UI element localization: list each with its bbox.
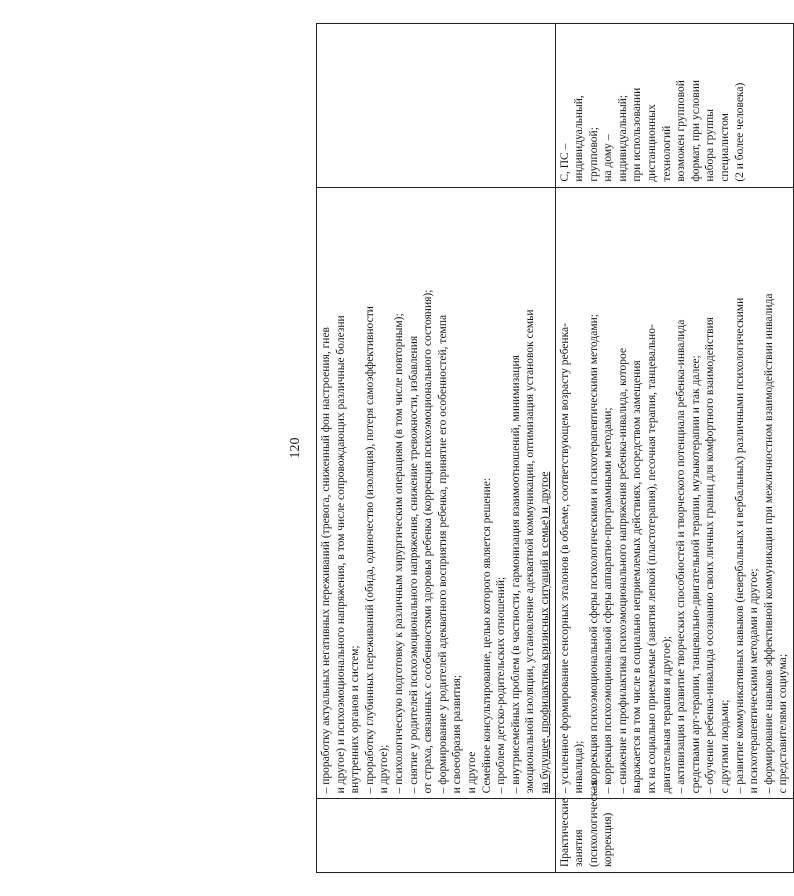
list-item: от страха, связанных с особенностями здоровья ребенка (коррекция психоэмоционального состояния); bbox=[422, 289, 435, 794]
row1-col-b bbox=[317, 187, 556, 799]
list-item: – проработку глубинных переживаний (обида, одиночество (изоляция), потеря самоэффективности bbox=[363, 306, 376, 794]
table-row bbox=[317, 24, 556, 873]
list-item: – развитие коммуникативных навыков (невербальных и вербальных) различными психологическими bbox=[733, 297, 746, 794]
list-item: – коррекция психоэмоциональной сферы аппаратно-программными методами; bbox=[602, 407, 615, 794]
list-item: – коррекция психоэмоциональной сферы психологическими и психотерапевтическими методами; bbox=[587, 313, 600, 794]
list-item: средствами арт-терапии, танцевально-двигательной терапии, музыкотерапии и так далее; bbox=[689, 355, 702, 794]
list-item: и психотерапевтическими методами и другое; bbox=[748, 568, 761, 794]
format-line: дистанционных bbox=[646, 104, 659, 182]
list-item: – активизация и развитие творческих способностей и творческого потенциала ребенка-инвалида bbox=[675, 319, 688, 794]
list-item: – психологическую подготовку к различным хирургическим операциям (в том числе повторным); bbox=[392, 313, 405, 794]
list-item: и своеобразия развития; bbox=[451, 674, 464, 794]
format-line: С, ПС – bbox=[558, 143, 571, 182]
format-line: набора группы bbox=[704, 108, 717, 182]
list-item: – проблем детско-родительских отношений; bbox=[495, 576, 508, 794]
list-item: – формирование у родителей адекватного восприятия ребенка, принятие его особенностей, темпа bbox=[436, 314, 449, 794]
list-item: внутренних органов и систем; bbox=[349, 645, 362, 794]
list-item: – формирование навыков эффективной коммуникации при межличностном взаимодействии инвалида bbox=[762, 293, 775, 794]
list-item: с представителями социума; bbox=[777, 653, 790, 794]
rotated-page bbox=[40, 23, 790, 873]
format-line: групповой; bbox=[587, 127, 600, 182]
list-item: Семейное консультирование, целью которого является решение: bbox=[480, 477, 493, 794]
list-item: их на социально приемлемые (занятия лепкой (пластотерапия), песочная терапия, танцевально- bbox=[646, 324, 659, 794]
list-item: эмоциональной изоляции, установление адекватной коммуникации, оптимизация установок семьи bbox=[524, 309, 537, 794]
service-table bbox=[316, 23, 794, 873]
format-line: индивидуальный, bbox=[573, 95, 586, 182]
row1-col-c bbox=[317, 24, 556, 188]
list-item: инвалида); bbox=[573, 740, 586, 794]
page-number: 120 bbox=[288, 437, 303, 459]
list-item: двигательная терапия и другое); bbox=[660, 635, 673, 794]
list-item: и другое) и психоэмоционального напряжения, в том числе сопровождающих различные болезни bbox=[334, 315, 347, 794]
row2-col-b bbox=[555, 187, 794, 799]
row2-col-c bbox=[555, 24, 794, 188]
format-line: возможен групповой bbox=[675, 80, 688, 182]
row1-col-a bbox=[317, 799, 556, 873]
list-item: – усиленное формирование сенсорных эталонов (в объеме, соответствующем возрасту ребенка- bbox=[558, 323, 571, 794]
list-item: – снятие у родителей психоэмоционального напряжения, снижение тревожности, избавления bbox=[407, 335, 420, 794]
format-line: технологий bbox=[660, 125, 673, 182]
row2-col-a: Практические занятия (психологическая коррекция) bbox=[555, 799, 794, 873]
list-item: с другими людьми; bbox=[719, 699, 732, 794]
list-item: выражается в том числе в социально неприемлемых действиях, посредством замещения bbox=[631, 360, 644, 794]
list-item: и другое bbox=[465, 751, 478, 794]
format-line: на дому – bbox=[602, 134, 615, 182]
format-line: индивидуальный; bbox=[616, 94, 629, 182]
format-line: формат, при условии bbox=[689, 79, 702, 182]
list-item: – снижение и профилактика психоэмоционального напряжения ребенка-инвалида, которое bbox=[616, 347, 629, 794]
list-item: и другое); bbox=[378, 744, 391, 794]
list-item: – обучение ребенка-инвалида осознанию своих личных границ для комфортного взаимодействия bbox=[704, 317, 717, 794]
table-row bbox=[555, 24, 794, 873]
format-line: при использовании bbox=[631, 87, 644, 182]
format-line: (2 и более человека) bbox=[733, 82, 746, 182]
list-item: – внутрисемейных проблем (в частности, гармонизация взаимоотношений, минимизация bbox=[509, 355, 522, 794]
list-item: на будущее, профилактика кризисных ситуаций в семье) и другое bbox=[538, 471, 551, 794]
list-item: – проработку актуальных негативных переживаний (тревога, сниженный фон настроения, гнев bbox=[320, 327, 332, 794]
format-line: специалистом bbox=[719, 113, 732, 182]
